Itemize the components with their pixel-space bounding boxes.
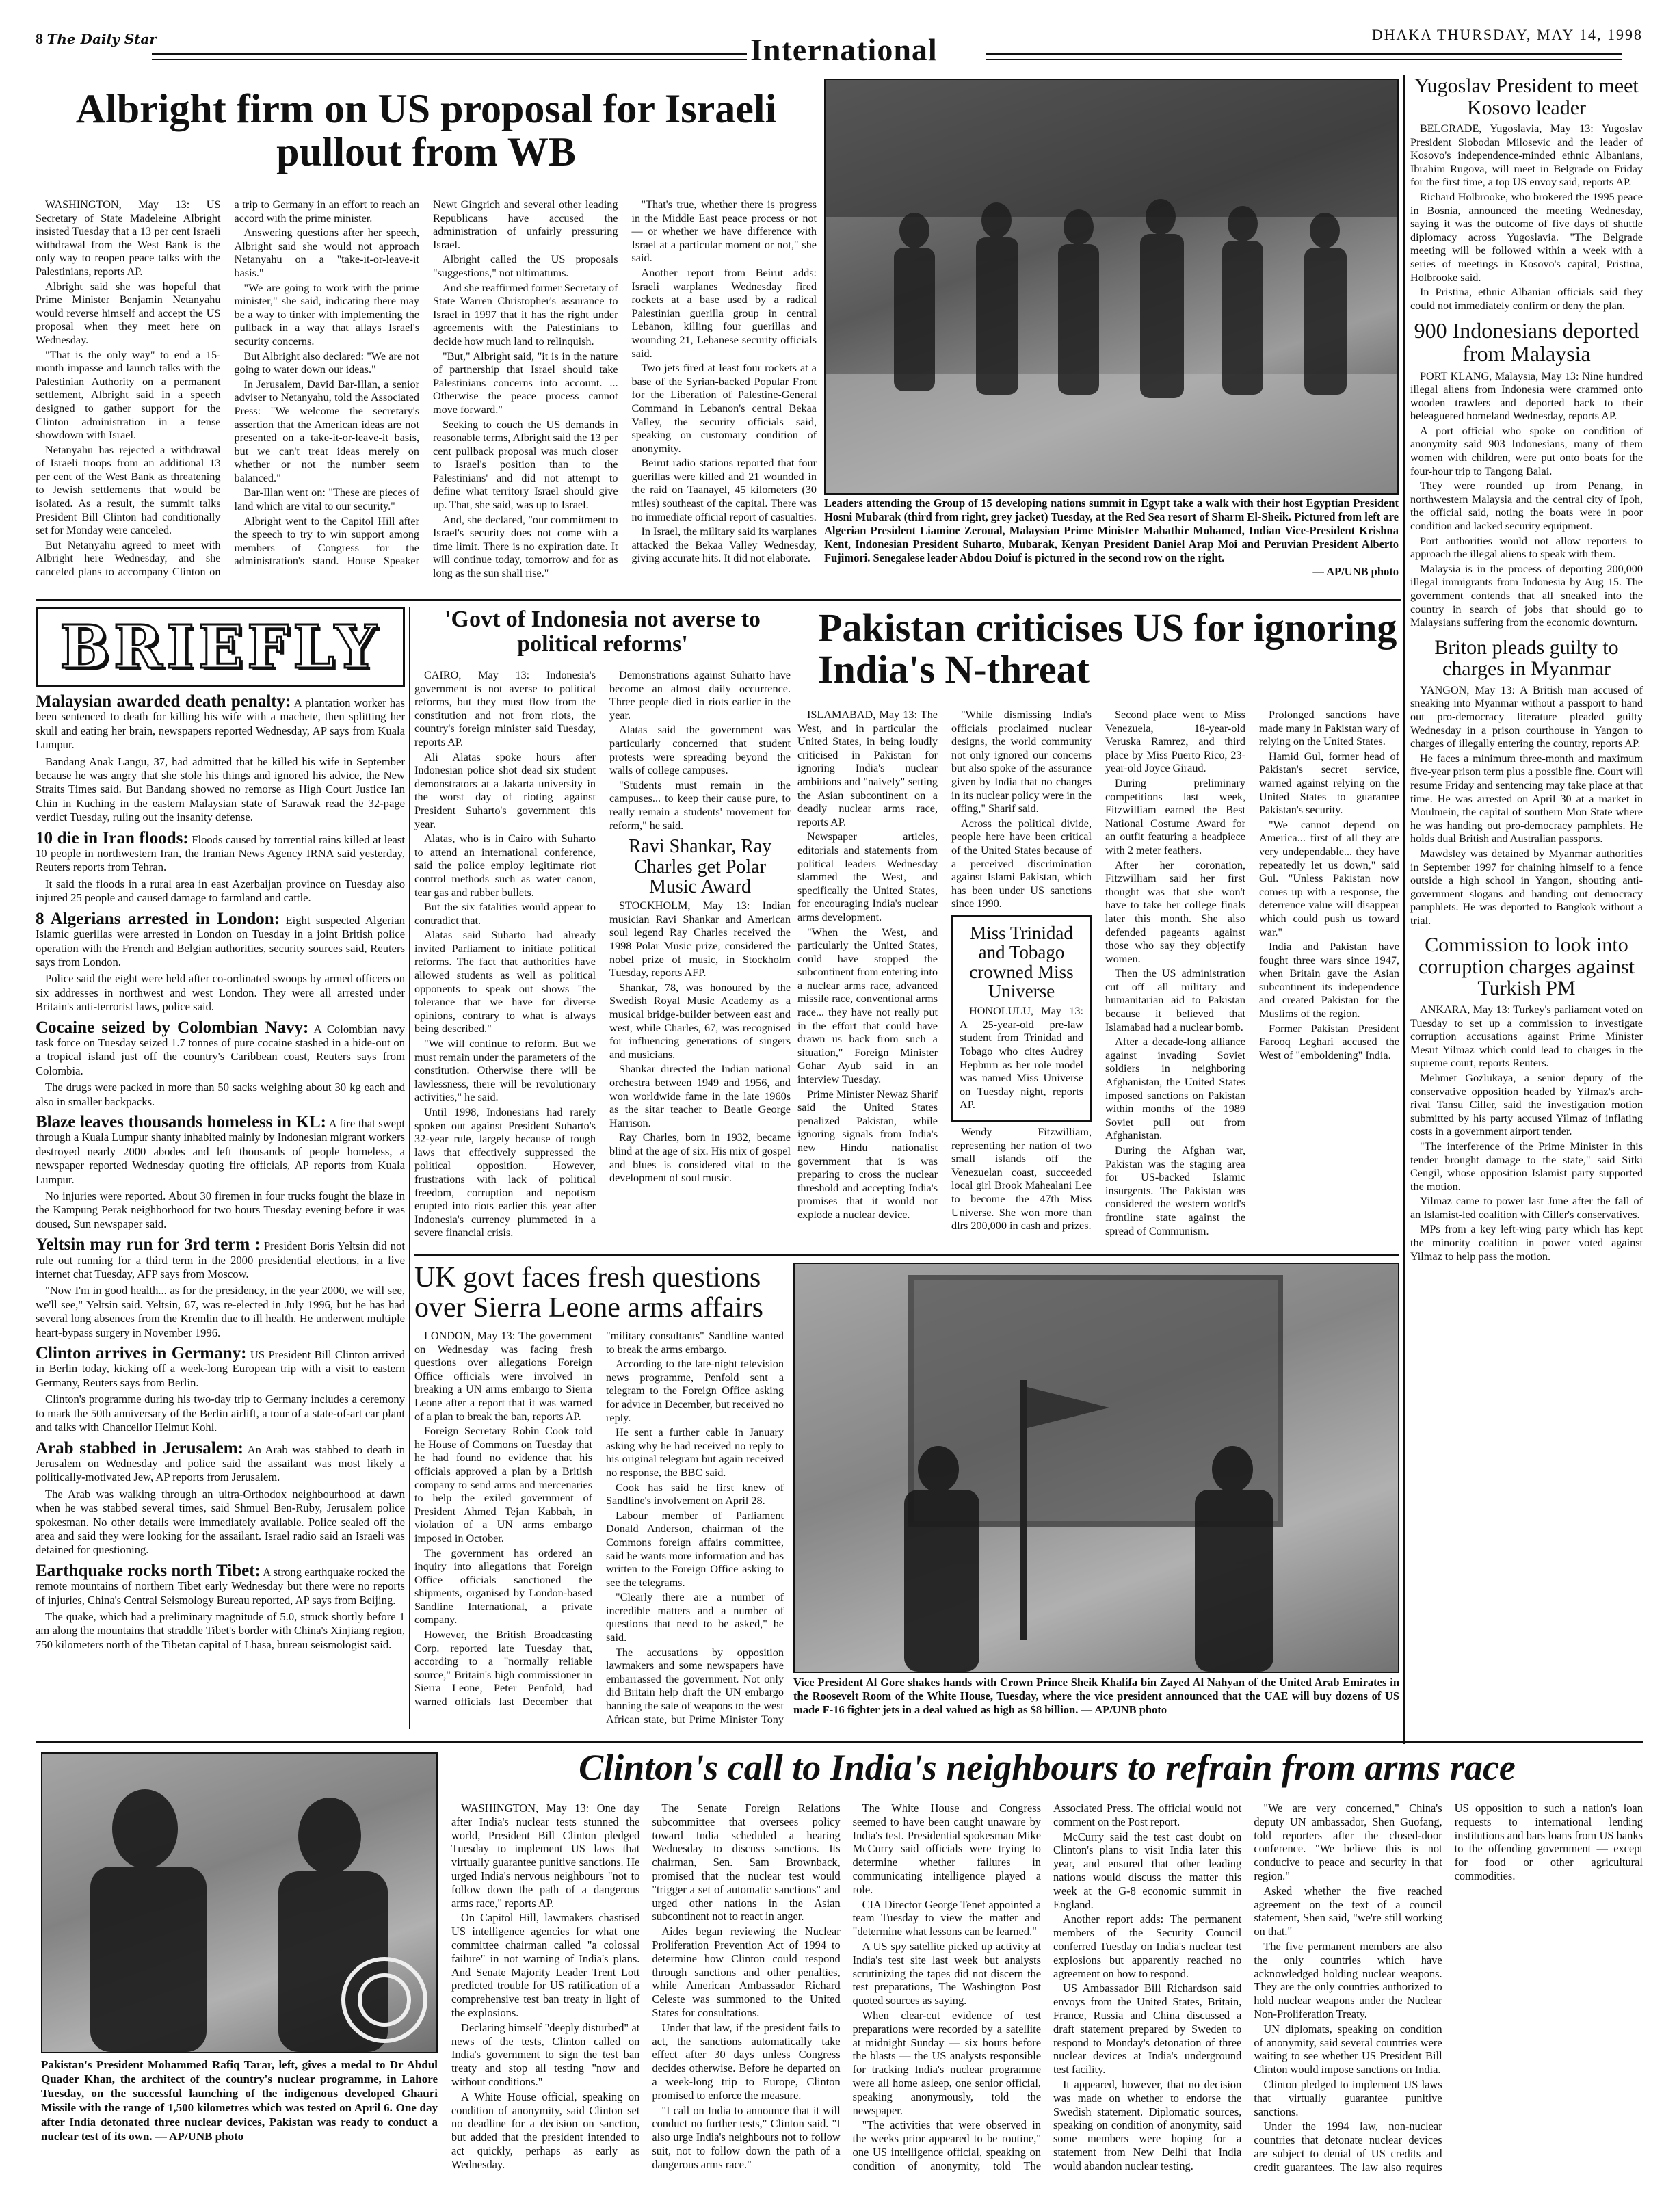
miss-universe-box: Miss Trinidad and Tobago crowned Miss Universe HONOLULU, May 13: A 25-year-old pre-law student from Trinidad and Tobago who cites Audrey Hepburn as her role model was named Miss Universe on Tuesday night, reports AP. bbox=[951, 915, 1092, 1122]
brief-item: Malaysian awarded death penalty: A plantation worker has been sentenced to death for killing his wife with a machete, then splitting her skull and eating her brain, newspapers reported Wednesday, AP says from Kuala Lumpur. Bandang Anak Langu, 37, had admitted that he killed his wife in September because he was angry that she stole his things and ignored his advice, the New Straits Times said. But Bandang showed no remorse as High Court Justice Ian Chin in Kuching in the eastern Malaysian state of Sarawak read the 32-page verdict Tuesday, ruling out the insanity defense. bbox=[36, 692, 405, 824]
g15-photo-credit: — AP/UNB photo bbox=[1312, 565, 1399, 578]
brief-item: Earthquake rocks north Tibet: A strong earthquake rocked the remote mountains of northern Tibet early Wednesday but there were no reports of injuries, China's Central Seismology Bureau reported, AP says from Beijing. The quake, which had a preliminary magnitude of 5.0, struck shortly before 1 am along the mountains that straddle Tibet's border with China's Xinjiang region, 750 kilometers north of the Tibetan capital of Lhasa, bureau seismologist said. bbox=[36, 1561, 405, 1651]
indonesians-body: PORT KLANG, Malaysia, May 13: Nine hundred illegal aliens from Indonesia were crammed onto wooden trawlers and deported back to their beleaguered homeland Wednesday, reports AP. A port official who spoke on condition of anonymity said 903 Indonesians, many of them women with children, were put onto boats for the four-hour trip to Tangong Balai. They were rounded up from Penang, in northwestern Malaysia and the central city of Ipoh, the official said, noting the boats were in poor condition and lacked security equipment. Port authorities would not allow reporters to approach the illegal aliens to speak with them. Malaysia is in the process of deporting 200,000 illegal immigrants from Indonesia by Aug 15. The government contends that all sneaked into the country in search of jobs that should go to Malaysians suffering from the economic downturn. bbox=[1410, 369, 1643, 629]
clinton-call-headline: Clinton's call to India's neighbours to refrain from arms race bbox=[579, 1747, 1516, 1788]
brief-item: Cocaine seized by Colombian Navy: A Colombian navy task force on Tuesday seized 1.7 tonnes of pure cocaine stashed in a hide-out on a tropical island just off the country's Caribbean coast, Reuters says from Colombia. The drugs were packed in more than 50 sacks weighing about 30 kg each and also in smaller backpacks. bbox=[36, 1018, 406, 1108]
indonesia-reforms-story bbox=[414, 607, 791, 1250]
yugoslav-body: BELGRADE, Yugoslavia, May 13: Yugoslav President Slobodan Milosevic and the leader of Kosovo's independence-minded ethnic Albanians, Ibrahim Rugova, will meet in Belgrade on Friday for the first time, a top US envoy said, reports AP. Richard Holbrooke, who brokered the 1995 peace in Bosnia, announced the meeting Wednesday, saying it was the outcome of five days of shuttle diplomacy across Yugoslavia. "The Belgrade meeting will be followed within a week with a series of meetings in Kosovo's capital, Pristina, Holbrooke said. In Pristina, ethnic Albanian officials said they could not immediately confirm or deny the plan. bbox=[1410, 122, 1643, 312]
briton-body: YANGON, May 13: A British man accused of sneaking into Myanmar without a passport to hand out pro-democracy literature pleaded guilty Wednesday in a prison courthouse in Yangon to charges of illegally entering the country, reports AP. He faces a minimum three-month and maximum five-year prison term plus a possible fine. Court will resume Friday and sentencing may take place at that time. He was arrested on April 30 at a market in Moulmein, the capital of southern Mon State where he was handing out pro-democracy pamphlets. He holds dual British and Australian passports. Mawdsley was detained by Myanmar authorities in September 1997 for chaining himself to a fence outside a high school in Yangon, shouting anti-government slogans and handing out democracy pamphlets. He was deported to Bangkok without a trial. bbox=[1410, 683, 1643, 927]
sierra-leone-headline: UK govt faces fresh questions over Sierra Leone arms affairs bbox=[414, 1262, 763, 1324]
turkish-story bbox=[1410, 934, 1643, 1263]
albright-body: WASHINGTON, May 13: US Secretary of State Madeleine Albright insisted Tuesday that a 13 per cent Israeli withdrawal from the West Bank is the only way to reopen peace talks with the Palestinians, reports AP. Albright said she was hopeful that Prime Minister Benjamin Netanyahu would reverse himself and accept the US proposal when they meet here on Wednesday. "That is the only way" to end a 15-month impasse and launch talks with the Palestinian Authority on a permanent settlement, Albright said in a speech designed to gather support for the Clinton administration in a tense showdown with Israel. Netanyahu has rejected a withdrawal of Israeli troops from an additional 13 per cent of the West Bank as threatening to Jewish settlements that would be isolated. As a result, the summit talks President Bill Clinton had conditionally set for Monday were canceled. But Netanyahu agreed to meet with Albright here Wednesday, and she canceled plans to accompany Clinton on a trip to Germany in an effort to reach an accord with the prime minister. Answering questions after her speech, Albright said she would not approach Netanyahu on a "take-it-or-leave-it basis." "We are going to work with the prime minister," she said, indicating there may be a way to tinker with implementing the pullback in a way that allays Israel's security concerns. But Albright also declared: "We are not going to water down our ideas." In Jerusalem, David Bar-Illan, a senior adviser to Netanyahu, told the Associated Press: "We welcome the secretary's assertion that the American ideas are not presented on a take-it-or-leave-it basis, but we can't treat ideas merely on whether or not the number seem balanced." Bar-Illan went on: "These are pieces of land which are vital to our security." Albright went to the Capitol Hill after the speech to try to win support among members of Congress for the administration's stand. House Speaker Newt Gingrich and several other leading Republicans have accused the administration of unfairly pressuring Israel. Albright called the US proposals "suggestions," not ultimatums. And she reaffirmed former Secretary of State Warren Christopher's assurance to Israel in 1997 that it has the right under agreements with the Palestinians to decide how much land to relinquish. "But," Albright said, "it is in the nature of partnership that Israel should take Palestinians concerns into account. ... Otherwise the peace process cannot move forward." Seeking to couch the US demands in reasonable terms, Albright said the 13 per cent pullback proposal was much closer to Israel's position than to the Palestinians' and did not attempt to define what territory Israel should give up. That, she said, was up to Israel. And, she declared, "our commitment to Israel's security does not come with a time limit. There is no expiration date. It will continue today, tomorrow and for as long as the sun shall rise." "That's true, whether there is progress in the Middle East peace process or not — or whether we have difference with Israel at a particular moment or not," she said. Another report from Beirut adds: Israeli warplanes Wednesday fired rockets at a base used by a radical Palestinian guerilla group in central Lebanon, killing four guerillas and wounding 21, Lebanese security officials said. Two jets fired at least four rockets at a base of the Syrian-backed Popular Front for the Liberation of Palestine-General Command in Lebanon's central Bekaa Valley, the security officials said, speaking on customary condition of anonymity. Beirut radio stations reported that four guerillas were killed and 21 wounded in the raid on Taanayel, 45 kilometers (30 miles) southeast of the capital. There was no immediate official report of casualties. In Israel, the military said its warplanes attacked the Bekaa Valley Wednesday, giving accurate hits. It did not elaborate. bbox=[36, 198, 817, 580]
g15-photo-figures bbox=[826, 80, 1397, 493]
masthead bbox=[36, 26, 1643, 74]
indonesians-headline: 900 Indonesians deported from Malaysia bbox=[1414, 318, 1639, 366]
pakistan-criticises-story bbox=[797, 607, 1399, 1250]
section-rule-right bbox=[986, 53, 1622, 60]
tarar-photo-caption: Pakistan's President Mohammed Rafiq Tarar, left, gives a medal to Dr Abdul Quader Khan, the architect of the country's nuclear programme, in Lahore Tuesday, on the successful launching of the indigenous developed Ghauri Missile with the range of 1,500 kilometres which was tested on April 6. One day after India detonated three nuclear devices, Pakistan was ready to conduct a nuclear test of its own. — AP/UNB photo bbox=[41, 2058, 438, 2143]
albright-headline: Albright firm on US proposal for Israeli pullout from WB bbox=[75, 86, 777, 174]
tarar-photo-credit: — AP/UNB photo bbox=[155, 2130, 244, 2143]
top-section-rule bbox=[36, 599, 1401, 601]
tarar-photo-scene bbox=[42, 1754, 436, 2052]
turkish-body: ANKARA, May 13: Turkey's parliament voted on Tuesday to set up a commission to investigate corruption accusations against Prime Minister Mesut Yilmaz which could lead to charges in the supreme court, reports Reuters. Mehmet Gozlukaya, a senior deputy of the conservative opposition headed by Yilmaz's arch-rival Tansu Ciller, said the investigation motion submitted by his party accused Yilmaz of inflating costs in a government airport tender. "The interference of the Prime Minister in this tender brought damage to the state," said Sitki Cengil, whose opposition Islamist party supported the motion. Yilmaz came to power last June after the fall of an Islamist-led coalition with Ciller's conservatives. MPs from a key left-wing party which has kept the minority coalition in power voted against Yilmaz to help pass the motion. bbox=[1410, 1003, 1643, 1263]
brief-item: Blaze leaves thousands homeless in KL: A fire that swept through a Kuala Lumpur shanty inhabited mainly by Indonesian migrant workers destroyed nearly 2000 abodes and left thousands of people homeless, a newspaper reported Wednesday quoting fire officials, AP reports from Kuala Lumpur. No injuries were reported. About 30 firemen in four trucks fought the blaze in the Kampung Perak neighborhood for two hours Tuesday evening before it was doused, Sun newspaper said. bbox=[36, 1112, 406, 1230]
yugoslav-story bbox=[1410, 75, 1643, 313]
briefly-items bbox=[36, 692, 406, 1652]
albright-story bbox=[36, 75, 817, 595]
yugoslav-headline: Yugoslav President to meet Kosovo leader bbox=[1414, 75, 1639, 119]
briton-headline: Briton pleads guilty to charges in Myanmar bbox=[1434, 635, 1619, 681]
page-number: 8 The Daily Star bbox=[36, 30, 157, 47]
mid-section-rule bbox=[414, 1254, 1399, 1256]
briefly-rule bbox=[409, 607, 410, 1729]
g15-summit-photo bbox=[824, 79, 1399, 495]
bottom-section-rule bbox=[36, 1741, 1643, 1743]
sierra-leone-body: LONDON, May 13: The government on Wednesday was facing fresh questions over allegations Foreign Office officials were involved in breaking a UN arms embargo to Sierra Leone after a report that it was warned of a plan to break the ban, reports AP. Foreign Secretary Robin Cook told he House of Commons on Tuesday that he had found no evidence that his officials approved a plan by a British company to send arms and mercenaries to help the exiled government of President Ahmed Tejan Kabbah, in violation of a UN arms embargo imposed in October. The government has ordered an inquiry into allegations that Foreign Office officials sanctioned the shipments, organised by London-based Sandline International, a private company. However, the British Broadcasting Corp. reported late Tuesday that, according to a "normally reliable source," Britain's high commissioner in Sierra Leone, Peter Penfold, had warned officials last December that "military consultants" Sandline wanted to break the arms embargo. According to the late-night television news programme, Penfold sent a telegram to the Foreign Office asking for advice in December, but received no reply. He sent a further cable in January asking why he had received no reply to his original telegram but again received no response, the BBC said. Cook has said he first knew of Sandline's involvement on April 28. Labour member of Parliament Donald Anderson, chairman of the Commons foreign affairs committee, said he wants more information and has written to the Foreign Office asking to see the telegrams. "Clearly there are a number of incredible matters and a number of questions that need to be asked," he said. The accusations by opposition lawmakers and some newspapers have embarrassed the government. Not only did Britain help draft the UN embargo banning the sale of weapons to the west African state, but Prime Minister Tony bbox=[414, 1330, 784, 1726]
clinton-call-story bbox=[451, 1748, 1643, 2186]
right-column-rule bbox=[1403, 75, 1405, 1744]
brief-item: Clinton arrives in Germany: US President Bill Clinton arrived in Berlin today, kicking off a week-long European trip with a visit to eastern Germany, Reuters says from Berlin. Clinton's programme during his two-day trip to Germany includes a ceremony to mark the 50th anniversary of the Berlin airlift, a tour of a state-of-art car plant and talks with Chancellor Helmut Kohl. bbox=[36, 1344, 405, 1434]
right-column bbox=[1410, 75, 1643, 1744]
turkish-headline: Commission to look into corruption charges against Turkish PM bbox=[1418, 934, 1635, 1000]
gore-handshake-photo bbox=[793, 1263, 1399, 1673]
gore-photo-scene bbox=[795, 1264, 1398, 1672]
briefly-column bbox=[36, 607, 405, 1729]
briefly-logo: BRIEFLY bbox=[36, 607, 405, 687]
shankar-story: Ravi Shankar, Ray Charles get Polar Music Award STOCKHOLM, May 13: Indian musician Ravi Shankar and American soul legend Ray Charles received the 1998 Polar Music prize, considered the nobel prize of music, in Stockholm Tuesday, reports AFP. bbox=[609, 836, 791, 979]
indonesia-reforms-headline: 'Govt of Indonesia not averse to political reforms' bbox=[445, 607, 761, 657]
shankar-headline: Ravi Shankar, Ray Charles get Polar Music Award bbox=[628, 836, 772, 897]
tarar-medal-photo bbox=[41, 1752, 438, 2053]
paper-name: The Daily Star bbox=[47, 31, 157, 47]
briton-story bbox=[1410, 637, 1643, 928]
g15-photo-caption: Leaders attending the Group of 15 developing nations summit in Egypt take a walk with their host Egyptian President Hosni Mubarak (third from right, grey jacket) Tuesday, at the Red Sea resort of Sharm El-Sheik. Pictured from left are Algerian President Liamine Zeroual, Malaysian Prime Minister Mahathir Mohamed, Indian Vice-President Krishna Kent, Indonesian President Suharto, Mubarak, Kenyan President Daniel Arap Moi and Peruvian President Alberto Fujimori. Senegalese leader Abdou Doiuf is pictured in the second row on the right. — AP/UNB photo bbox=[824, 497, 1399, 578]
brief-item: 8 Algerians arrested in London: Eight suspected Algerian Islamic guerillas were arrested in London on Tuesday in a joint British police operation with the French and Belgian authorities, security sources said, Reuters says from London. Police said the eight were held after co-ordinated swoops by armed officers on six addresses in northwest and west London. They were all arrested under Britain's anti-terrorist laws, police said. bbox=[36, 909, 405, 1014]
indonesians-story bbox=[1410, 319, 1643, 629]
dateline: DHAKA THURSDAY, MAY 14, 1998 bbox=[1371, 26, 1643, 43]
sierra-leone-story bbox=[414, 1263, 784, 1735]
pakistan-criticises-body: ISLAMABAD, May 13: The West, and in particular the United States, in being loudly criticised in Pakistan for ignoring India's nuclear ambitions and "naively" setting the Asian subcontinent on a deadly nuclear arms race, reports AP. Newspaper articles, editorials and statements from political leaders Wednesday slammed the West, and specifically the United States, for encouraging India's nuclear arms development. "When the West, and particularly the United States, could have stopped the subcontinent from entering into a nuclear arms race, advanced missile race, conventional arms race... they have not really put in the effort that could have drawn us back from such a situation," Foreign Minister Gohar Ayub said in an interview Tuesday. Prime Minister Newaz Sharif said the United States penalized Pakistan, while ignoring signals from India's new Hindu nationalist government that is was preparing to cross the nuclear threshold and accepting India's promises that it would not explode a nuclear device. "While dismissing India's officials proclaimed nuclear designs, the world community not only ignored our concerns but also spoke of the assurance given by India that no changes in its nuclear policy were in the offing," Sharif said. Across the political divide, people here have been critical of the United States because of a perceived discrimination against Islami Pakistan, which has been under US sanctions since 1990. Miss Trinidad and Tobago crowned Miss Universe HONOLULU, May 13: A 25-year-old pre-law student from Trinidad and Tobago who cites Audrey Hepburn as her role model was named Miss Universe on Tuesday night, reports AP. Wendy Fitzwilliam, representing her nation of two small islands off the Venezuelan coast, succeeded local girl Brook Mahealani Lee to become the 47th Miss Universe. She won more than dlrs 200,000 in cash and prizes. Second place went to Miss Venezuela, 18-year-old Veruska Ramrez, and third place by Miss Puerto Rico, 23-year-old Joyce Giraud. During preliminary competitions last week, Fitzwilliam earned the Best National Costume Award for an outfit featuring a headpiece with 2 meter feathers. After her coronation, Fitzwilliam said her first thought was that she won't have to take her college finals later this month. She also defended pageants against those who say they objectify women. Then the US administration cut off all military and humanitarian aid to Pakistan because it believed that Islamabad had a nuclear bomb. After a decade-long alliance against invading Soviet soldiers in neighboring Afghanistan, the United States imposed sanctions on Pakistan within months of the 1989 Soviet pull out from Afghanistan. During the Afghan war, Pakistan was the staging area for US-backed Islamic insurgents. The Pakistan was considered the western world's frontline state against the spread of Communism. Prolonged sanctions have made many in Pakistan wary of relying on the United States. Hamid Gul, former head of Pakistan's secret service, warned against relying on the United States to guarantee Pakistan's security. "We cannot depend on America... first of all they are very undependable... they have repeatedly let us down," said Gul. "Unless Pakistan now comes up with a response, the deterrence value will disappear which could push us toward war." India and Pakistan have fought three wars since 1947, when Britain gave the Asian subcontinent its independence and created Pakistan for the Muslims of the region. Former Pakistan President Farooq Leghari accused the West of "emboldening" India. bbox=[797, 709, 1399, 1237]
gore-photo-caption: Vice President Al Gore shakes hands with Crown Prince Sheik Khalifa bin Zayed Al Nahyan of the United Arab Emirates in the Roosevelt Room of the White House, Tuesday, where the vice president announced that the UAE will buy dozens of US made F-16 fighter jets in a deal valued as high as $8 billion. — AP/UNB photo bbox=[793, 1676, 1399, 1716]
brief-item: Arab stabbed in Jerusalem: An Arab was stabbed to death in Jerusalem on Wednesday and police said the assailant was most likely a politically-motivated Jew, AP reports from Jerusalem. The Arab was walking through an ultra-Orthodox neighbourhood at dawn when he was stabbed several times, said Shmuel Ben-Ruby, Jerusalem police spokesman. No other details were immediately available. Police sealed off the area and said they were looking for the assailant. Israel radio said an Israeli was detained for questioning. bbox=[36, 1438, 405, 1557]
section-rule-left bbox=[152, 53, 747, 60]
brief-item: 10 die in Iran floods: Floods caused by torrential rains killed at least 10 people in northwestern Iran, the Iranian News Agency IRNA said yesterday, Reuters reports from Tehran. It said the floods in a rural area in east Azerbaijan province on Tuesday also injured 25 people and caused damage to farmland and cattle. bbox=[36, 828, 405, 905]
section-title: International bbox=[750, 32, 938, 67]
pakistan-criticises-headline: Pakistan criticises US for ignoring India's N-threat bbox=[818, 605, 1397, 692]
gore-photo-credit: — AP/UNB photo bbox=[1081, 1703, 1167, 1716]
miss-universe-headline: Miss Trinidad and Tobago crowned Miss Universe bbox=[969, 922, 1074, 1001]
brief-item: Yeltsin may run for 3rd term : President Boris Yeltsin did not rule out running for a third term in the 2000 presidential elections, in a live internet chat Tuesday, AFP says from Moscow. "Now I'm in good health... as for the presidency, in the year 2000, we will see, we'll see," Yeltsin said. Yeltsin, 67, was re-elected in July 1996, but he has had several long absences from the Kremlin due to ill health. He underwent multiple heart-bypass surgery in November 1996. bbox=[36, 1235, 405, 1339]
clinton-call-body: WASHINGTON, May 13: One day after India's nuclear tests stunned the world, President Bill Clinton pledged Tuesday to implement US laws that virtually guarantee punitive sanctions. He urged India's nervous neighbours "not to follow down the path of a dangerous arms race," reports AP. On Capitol Hill, lawmakers chastised US intelligence agencies for what one committee chairman called "a colossal failure" in not warning of India's plans. And Senate Majority Leader Trent Lott predicted trouble for US ratification of a comprehensive test ban treaty in light of the explosions. Declaring himself "deeply disturbed" at news of the tests, Clinton called on India's government to sign the test ban treaty and stop all testing "now and without conditions." A White House official, speaking on condition of anonymity, said Clinton set no deadline for a decision on sanction, but added that the president intended to act quickly, perhaps as early as Wednesday. The Senate Foreign Relations subcommittee that oversees policy toward India scheduled a hearing Wednesday to discuss sanctions. Its chairman, Sen. Sam Brownback, promised that the nuclear test would "trigger a set of automatic sanctions" and urged other nations in the Asian subcontinent not to react in anger. Aides began reviewing the Nuclear Proliferation Prevention Act of 1994 to determine how Clinton could respond through sanctions and other penalties, while American Ambassador Richard Celeste was summoned to the United States for consultations. Under that law, if the president fails to act, the sanctions automatically take effect after 30 days unless Congress decides otherwise. Before he departed on a week-long trip to Europe, Clinton promised to enforce the measure. "I call on India to announce that it will conduct no further tests," Clinton said. "I also urge India's neighbours not to follow suit, not to follow down the path of a dangerous arms race." The White House and Congress seemed to have been caught unaware by India's test. Presidential spokesman Mike McCurry said officials were trying to determine whether failures in communicating intelligence played a role. CIA Director George Tenet appointed a team Tuesday to view the matter and "determine what lessons can be learned." A US spy satellite picked up activity at India's test site last week but analysts scrutinizing the tapes did not discern the test preparations, The Washington Post quoted sources as saying. When clear-cut evidence of test preparations were recorded by a satellite at midnight Sunday — six hours before the blasts — the US analysts responsible for tracking India's nuclear programme were all home asleep, one senior official, speaking anonymously, told the newspaper. "The activities that were observed in the weeks prior appeared to be routine," one US intelligence official, speaking on condition of anonymity, told The Associated Press. The official would not comment on the Post report. McCurry said the test cast doubt on Clinton's plans to visit India later this year, and ensured that other leading nations would discuss the matter this week at the G-8 economic summit in England. Another report adds: The permanent members of the Security Council conferred Tuesday on India's nuclear test explosions but apparently reached no agreement on how to respond. US Ambassador Bill Richardson said envoys from the United States, Britain, France, Russia and China discussed a draft statement prepared by Sweden to respond to Monday's detonation of three nuclear devices at India's underground test facility. It appeared, however, that no decision was made on whether to endorse the Swedish statement. Diplomatic sources, speaking on condition of anonymity, said some members were hoping for a statement from New Delhi that India would abandon nuclear testing. "We are very concerned," China's deputy UN ambassador, Shen Guofang, told reporters after the closed-door conference. "We believe this is not conducive to peace and security in that region." Asked whether the five reached agreement on the text of a council statement, Shen said, "we're still working on that." The five permanent members are also the only countries which have acknowledged holding nuclear weapons. They are the only countries authorized to hold nuclear weapons under the Nuclear Non-Proliferation Treaty. UN diplomats, speaking on condition of anonymity, said several countries were waiting to see whether US President Bill Clinton would impose sanctions on India. Clinton pledged to implement US laws that virtually guarantee punitive sanctions. Under the 1994 law, non-nuclear countries that detonate nuclear devices are subject to denial of US credits and credit guarantees. The law also requires US opposition to such a nation's loan requests to international lending institutions and bars loans from US banks to the offending government — except for food or other agricultural commodities. bbox=[451, 1802, 1643, 2174]
indonesia-reforms-body: CAIRO, May 13: Indonesia's government is not averse to political reforms, but they must flow from the constitution and not from riots, the country's foreign minister said Tuesday, reports AP. Ali Alatas spoke hours after Indonesian police shot dead six student demonstrators at a Jakarta university in the worst day of rioting against President Suharto's government this year. Alatas, who is in Cairo with Suharto to attend an international conference, said the police employ legitimate riot control methods such as water canon, tear gas and rubber bullets. But the six fatalities would appear to contradict that. Alatas said Suharto had already invited Parliament to initiate political reforms. The fact that authorities have allowed students as well as political opponents to speak out shows "the tolerance that we have for diverse opinions, contrary to what is always being described." "We will continue to reform. But we must remain under the parameters of the constitution. Otherwise there will be lawlessness, there will be revolutionary activities," he said. Until 1998, Indonesians had rarely spoken out against President Suharto's 32-year rule, largely because of tough laws that effectively suppressed the political opposition. However, frustrations with lack of political freedom, corruption and nepotism erupted into riots earlier this year after Indonesia's currency plummeted in a severe financial crisis. Demonstrations against Suharto have become an almost daily occurrence. Three people died in riots earlier in the year. Alatas said the government was particularly concerned that student protests were spreading beyond the walls of college campuses. "Students must remain in the campuses... to keep their cause pure, to really remain a students' movement for reform," he said. Ravi Shankar, Ray Charles get Polar Music Award STOCKHOLM, May 13: Indian musician Ravi Shankar and American soul legend Ray Charles received the 1998 Polar Music prize, considered the nobel prize of music, in Stockholm Tuesday, reports AFP. Shankar, 78, was honoured by the Swedish Royal Music Academy as a musical bridge-builder between east and west, while Charles, 67, was recognised for influencing generations of singers and musicians. Shankar directed the Indian national orchestra between 1949 and 1956, and won worldwide fame in the late 1960s as the sitar teacher to Beatle George Harrison. Ray Charles, born in 1932, became blind at the age of six. His mix of gospel and blues is considered vital to the development of soul music. bbox=[414, 669, 791, 1239]
